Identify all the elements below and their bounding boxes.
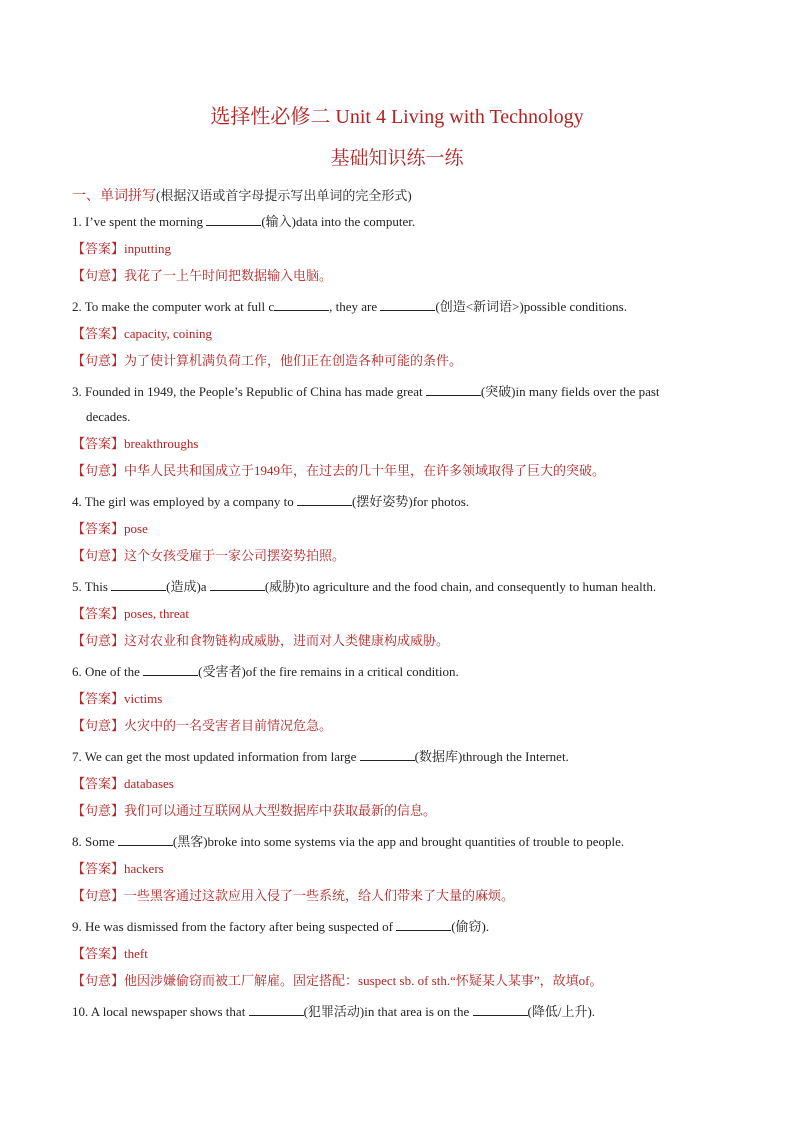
question-4: 4. The girl was employed by a company to (摆好姿势)for photos. — [72, 494, 470, 509]
question-6: 6. One of the (受害者)of the fire remains in a critical condition. — [72, 664, 459, 679]
question-3: 3. Founded in 1949, the People’s Republic of China has made great (突破)in many fields over the past decades. — [72, 384, 660, 424]
question-2: 2. To make the computer work at full c , they are (创造<新词语>)possible conditions. — [72, 299, 627, 314]
section-heading — [72, 185, 732, 208]
translation-4: 【句意】这个女孩受雇于一家公司摆姿势拍照。 — [72, 548, 346, 563]
page-title: 选择性必修二 Unit 4 Living with Technology — [210, 106, 584, 128]
translation-7: 【句意】我们可以通过互联网从大型数据库中获取最新的信息。 — [72, 803, 437, 818]
question-7: 7. We can get the most updated information from large (数据库)through the Internet. — [72, 749, 569, 764]
answer-9: 【答案】theft — [72, 946, 148, 961]
question-1: 1. I’ve spent the morning (输入)data into the computer. — [72, 214, 416, 229]
translation-9: 【句意】他因涉嫌偷窃而被工厂解雇。固定搭配：suspect sb. of sth.“怀疑某人某事”，故填of。 — [72, 973, 603, 988]
answer-blank — [396, 918, 451, 931]
section-hint: (根据汉语或首字母提示写出单词的完全形式) — [156, 188, 412, 203]
question-10: 10. A local newspaper shows that (犯罪活动)in that area is on the (降低/上升). — [72, 1004, 596, 1019]
answer-blank — [118, 833, 173, 846]
question-8: 8. Some (黑客)broke into some systems via the app and brought quantities of trouble to people. — [72, 834, 625, 849]
translation-8: 【句意】一些黑客通过这款应用入侵了一些系统，给人们带来了大量的麻烦。 — [72, 888, 515, 903]
page-subtitle: 基础知识练一练 — [330, 148, 464, 169]
answer-2: 【答案】capacity, coining — [72, 326, 212, 341]
answer-1: 【答案】inputting — [72, 241, 171, 256]
answer-blank — [143, 663, 198, 676]
answer-8: 【答案】hackers — [72, 861, 164, 876]
translation-6: 【句意】火灾中的一名受害者目前情况危急。 — [72, 718, 333, 733]
answer-blank — [380, 298, 435, 311]
question-5: 5. This (造成)a (威胁)to agriculture and the food chain, and consequently to human health. — [72, 579, 657, 594]
translation-3: 【句意】中华人民共和国成立于1949年，在过去的几十年里，在许多领域取得了巨大的突破。 — [72, 463, 606, 478]
answer-blank — [210, 578, 265, 591]
answer-blank — [473, 1003, 528, 1016]
translation-2: 【句意】为了使计算机满负荷工作，他们正在创造各种可能的条件。 — [72, 353, 463, 368]
answer-blank — [360, 748, 415, 761]
answer-blank — [426, 383, 481, 396]
answer-blank — [206, 213, 261, 226]
answer-blank — [111, 578, 166, 591]
answer-blank — [249, 1003, 304, 1016]
translation-5: 【句意】这对农业和食物链构成威胁，进而对人类健康构成威胁。 — [72, 633, 450, 648]
answer-blank — [274, 298, 329, 311]
exercise-list — [72, 209, 732, 1021]
answer-5: 【答案】poses, threat — [72, 606, 189, 621]
answer-4: 【答案】pose — [72, 521, 148, 536]
translation-1: 【句意】我花了一上午时间把数据输入电脑。 — [72, 268, 333, 283]
answer-blank — [297, 493, 352, 506]
question-9: 9. He was dismissed from the factory after being suspected of (偷窃). — [72, 919, 490, 934]
answer-3: 【答案】breakthroughs — [72, 436, 199, 451]
section-title: 一、单词拼写 — [72, 189, 156, 204]
answer-7: 【答案】databases — [72, 776, 174, 791]
answer-6: 【答案】victims — [72, 691, 163, 706]
